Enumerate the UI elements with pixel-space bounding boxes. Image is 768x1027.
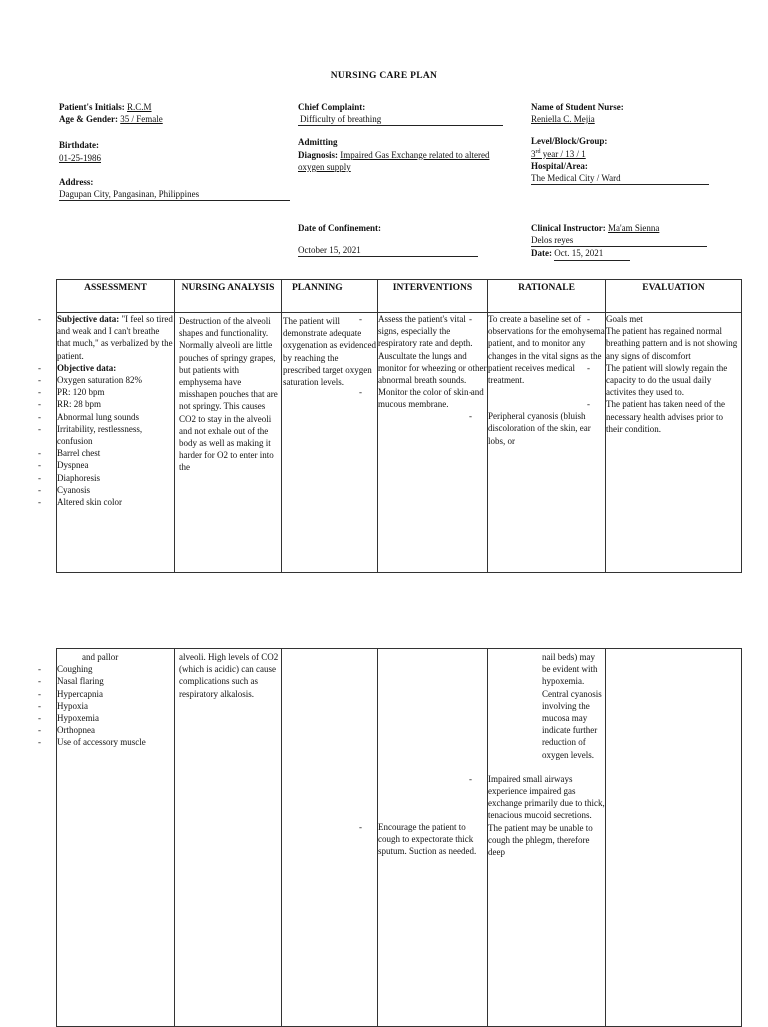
instructor-row xyxy=(531,222,731,234)
level-rest: year / 13 / 1 xyxy=(540,148,586,159)
list-item: - Use of accessory muscle xyxy=(57,736,174,748)
interventions-cell-cont xyxy=(378,649,488,1027)
list-item: - Barrel chest xyxy=(57,447,174,459)
list-item: - Goals met xyxy=(606,313,741,325)
nursing-analysis-text: Destruction of the alveoli shapes and functionality. Normally alveoli are little pouches of springy grapes, but patients with emphysema have misshapen pouches that are not springy. This causes CO2 to stay in the alveoli and not exhale out of the body as well as making it harder for O2 to enter into the xyxy=(179,316,278,473)
planning-text: The patient will demonstrate adequate oxygenation as evidenced by reaching the prescribed target oxygen saturation levels. xyxy=(283,316,376,388)
list-item: - Impaired small airways experience impaired gas exchange primarily due to thick, tenacious mucoid secretions. The patient may be unable to cough the phlegm, therefore deep xyxy=(488,773,605,858)
level-number: 3 xyxy=(531,148,536,159)
header-planning: PLANNING xyxy=(282,280,378,313)
list-item: - Abnormal lung sounds xyxy=(57,411,174,423)
nursing-analysis-text-cont: alveoli. High levels of CO2 (which is acidic) can cause complications such as respiratory alkalosis. xyxy=(179,652,279,699)
list-item: - Oxygen saturation 82% xyxy=(57,374,174,386)
list-item: - RR: 28 bpm xyxy=(57,398,174,410)
date-label: Date: xyxy=(531,248,552,259)
diagnosis-label: Diagnosis: xyxy=(298,149,339,160)
planning-cell xyxy=(282,313,378,573)
diagnosis-value-2: oxygen supply xyxy=(298,161,351,172)
level-suffix: rd xyxy=(535,148,541,155)
initials-row xyxy=(59,101,299,113)
rationale-continued-text: nail beds) may be evident with hypoxemia. Central cyanosis involving the mucosa may indicate further reduction of oxygen levels. xyxy=(542,652,602,760)
evaluation-list xyxy=(606,313,741,435)
initials-label: Patient's Initials: xyxy=(59,102,125,112)
list-item: - Encourage the patient to cough to expectorate thick sputum. Suction as needed. xyxy=(378,821,487,858)
list-item: - The patient has regained normal breathing pattern and is not showing any signs of discomfort xyxy=(606,325,741,362)
list-item: - Hypoxia xyxy=(57,700,174,712)
list-item: - Orthopnea xyxy=(57,724,174,736)
age-gender-label: Age & Gender: xyxy=(59,114,118,125)
header-interventions: INTERVENTIONS xyxy=(378,280,488,313)
document-title: NURSING CARE PLAN xyxy=(330,71,438,81)
assessment-continued-text: and pallor xyxy=(82,652,119,662)
birthdate-value: 01-25-1986 xyxy=(59,152,101,163)
list-item: - The patient has taken need of the necessary health advises prior to their condition. xyxy=(606,398,741,435)
patient-info xyxy=(59,101,299,201)
rationale-list-cont xyxy=(488,761,605,858)
list-item: - Nasal flaring xyxy=(57,675,174,687)
instructor-label: Clinical Instructor: xyxy=(531,223,606,233)
date-row xyxy=(531,247,731,260)
table-body-row-page2 xyxy=(57,649,742,1027)
birthdate-label: Birthdate: xyxy=(59,140,99,151)
assessment-list-cont xyxy=(57,663,174,748)
diagnosis-row xyxy=(298,149,528,161)
list-item: - PR: 120 bpm xyxy=(57,386,174,398)
instructor-value-2: Delos reyes xyxy=(531,234,707,247)
student-name-value: Reniella C. Mejia xyxy=(531,114,595,125)
list-item: - The patient will slowly regain the capacity to do the usual daily activites they used to. xyxy=(606,362,741,399)
list-item: - Dyspnea xyxy=(57,459,174,471)
nursing-analysis-cell-cont xyxy=(175,649,282,1027)
age-gender-value: 35 / Female xyxy=(120,114,163,125)
evaluation-cell-cont xyxy=(606,649,742,1027)
chief-complaint-label: Chief Complaint: xyxy=(298,102,366,112)
list-item: - Coughing xyxy=(57,663,174,675)
list-item: - Objective data: xyxy=(57,362,174,374)
table-header-row xyxy=(57,280,742,313)
student-info xyxy=(531,101,731,185)
list-item: - Altered skin color xyxy=(57,496,174,508)
admitting-label: Admitting xyxy=(298,137,338,148)
complaint-info xyxy=(298,101,528,173)
care-plan-table-page1 xyxy=(56,279,742,573)
list-item: - Assess the patient's vital signs, especially the respiratory rate and depth. Auscultate the lungs and monitor for wheezing or other abnormal breath sounds. xyxy=(378,313,487,386)
confinement-label: Date of Confinement: xyxy=(298,223,381,233)
list-item: - Cyanosis xyxy=(57,484,174,496)
initials-value: R.C.M xyxy=(127,102,152,112)
list-item: - Irritability, restlessness, confusion xyxy=(57,423,174,447)
planning-cell-cont xyxy=(282,649,378,1027)
assessment-cell-cont xyxy=(57,649,175,1027)
confinement-value: October 15, 2021 xyxy=(298,244,478,257)
age-gender-row xyxy=(59,113,299,125)
list-item: - Peripheral cyanosis (bluish discoloration of the skin, ear lobs, or xyxy=(488,410,605,447)
diagnosis-value-1: Impaired Gas Exchange related to altered xyxy=(340,149,490,160)
instructor-info xyxy=(531,222,731,261)
header-rationale: RATIONALE xyxy=(488,280,606,313)
header-nursing-analysis: NURSING ANALYSIS xyxy=(175,280,282,313)
nursing-analysis-cell xyxy=(175,313,282,573)
level-label: Level/Block/Group: xyxy=(531,136,608,147)
list-item: - Hypercapnia xyxy=(57,688,174,700)
rationale-cell-cont xyxy=(488,649,606,1027)
hospital-value: The Medical City / Ward xyxy=(531,172,709,185)
instructor-value-1: Ma'am Sienna xyxy=(608,223,660,233)
list-item: - To create a baseline set of observations for the emohysema patient, and to monitor any changes in the vital signs as the patient receives medical treatment. xyxy=(488,313,605,386)
hospital-label: Hospital/Area: xyxy=(531,160,588,171)
rationale-cell xyxy=(488,313,606,573)
list-item: - Monitor the color of skin and mucous membrane. xyxy=(378,386,487,410)
list-item: - Diaphoresis xyxy=(57,472,174,484)
address-label: Address: xyxy=(59,176,94,187)
header-evaluation: EVALUATION xyxy=(606,280,742,313)
header-assessment: ASSESSMENT xyxy=(57,280,175,313)
level-value xyxy=(531,148,731,160)
interventions-list-cont xyxy=(378,649,487,858)
date-value: Oct. 15, 2021 xyxy=(554,247,630,260)
student-name-label: Name of Student Nurse: xyxy=(531,102,624,112)
assessment-list xyxy=(57,313,174,508)
chief-complaint-value: Difficulty of breathing xyxy=(298,113,503,126)
list-item: - Hypoxemia xyxy=(57,712,174,724)
care-plan-table-page2 xyxy=(56,648,742,1027)
table-body-row-page1 xyxy=(57,313,742,573)
assessment-cell xyxy=(57,313,175,573)
address-value: Dagupan City, Pangasinan, Philippines xyxy=(59,188,290,201)
interventions-cell xyxy=(378,313,488,573)
evaluation-cell xyxy=(606,313,742,573)
list-item: - Subjective data: "I feel so tired and weak and I can't breathe that much," as verbalized by the patient. xyxy=(57,313,174,362)
